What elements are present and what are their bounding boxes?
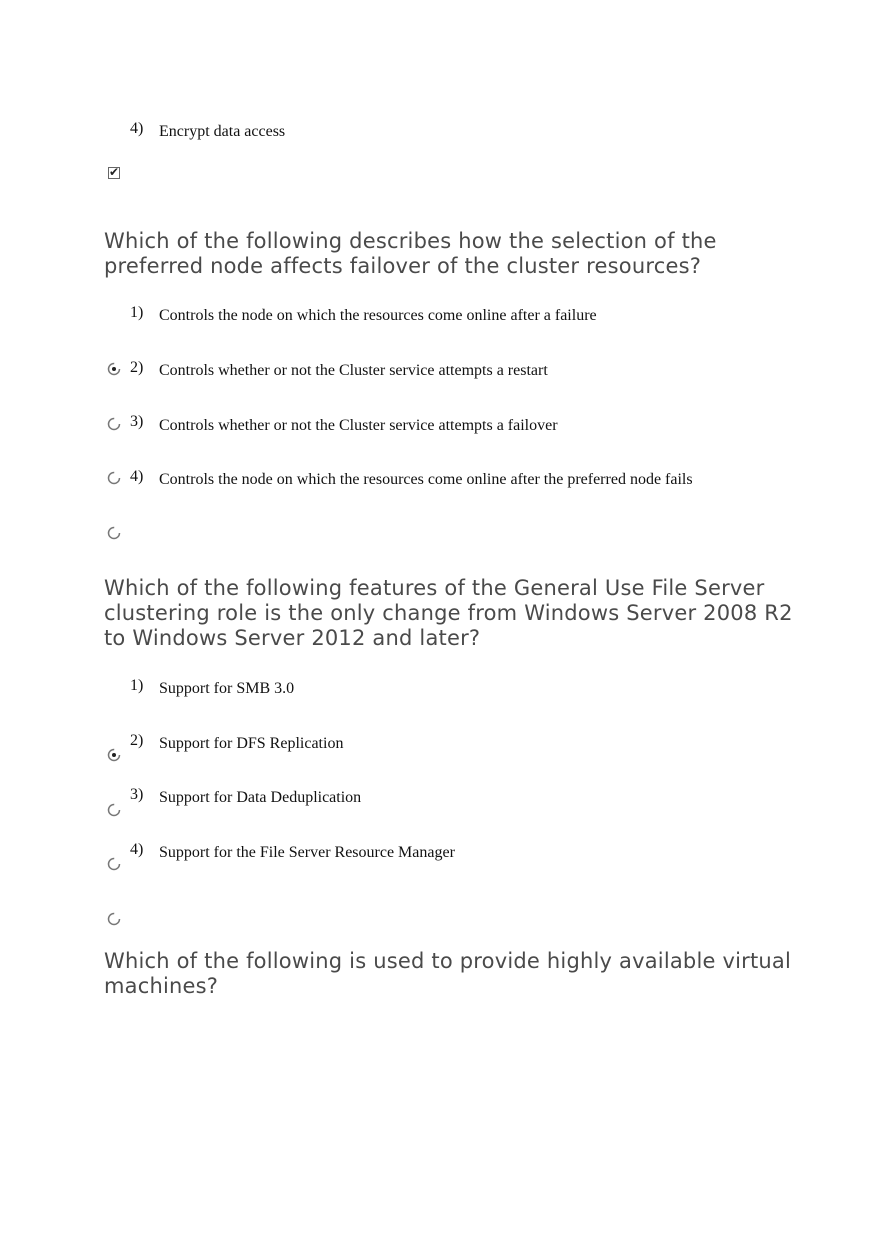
question-2-title: Which of the following features of the General Use File Server clustering role is the only change from Windows Server 2008 R2 to Windows Server 2012 and later? xyxy=(104,576,793,650)
q2-option-4-radio[interactable] xyxy=(107,912,121,926)
q2-option-1-number: 1) xyxy=(130,677,144,694)
q1-option-4-text: Controls the node on which the resources come online after the preferred node fails xyxy=(159,471,693,488)
q2-option-3-radio[interactable] xyxy=(107,857,121,871)
q2-option-1-radio[interactable] xyxy=(107,748,121,762)
q1-option-3-number: 3) xyxy=(130,413,144,430)
q1-option-1-radio[interactable] xyxy=(107,362,121,376)
option-number: 4) xyxy=(130,120,144,137)
q1-option-1-text: Controls the node on which the resources come online after a failure xyxy=(159,307,597,324)
q2-option-2-text: Support for DFS Replication xyxy=(159,735,344,752)
checkmark-icon: ✔ xyxy=(109,165,120,179)
q2-option-4-text: Support for the File Server Resource Manager xyxy=(159,844,455,861)
q1-option-1-number: 1) xyxy=(130,304,144,321)
q2-option-3-text: Support for Data Deduplication xyxy=(159,789,362,806)
question-1-title: Which of the following describes how the selection of the preferred node affects failover of the cluster resources? xyxy=(104,229,717,278)
q2-option-3-number: 3) xyxy=(130,786,144,803)
q1-option-3-text: Controls whether or not the Cluster service attempts a failover xyxy=(159,417,558,434)
answer-checkbox[interactable] xyxy=(108,167,120,179)
q2-option-4-number: 4) xyxy=(130,841,144,858)
q1-option-2-number: 2) xyxy=(130,359,144,376)
q1-option-2-text: Controls whether or not the Cluster service attempts a restart xyxy=(159,362,548,379)
q2-option-2-number: 2) xyxy=(130,732,144,749)
q2-option-2-radio[interactable] xyxy=(107,803,121,817)
q2-option-1-text: Support for SMB 3.0 xyxy=(159,680,295,697)
q1-option-2-radio[interactable] xyxy=(107,417,121,431)
q1-option-4-number: 4) xyxy=(130,468,144,485)
question-3-title: Which of the following is used to provide highly available virtual machines? xyxy=(104,949,792,998)
q1-option-3-radio[interactable] xyxy=(107,471,121,485)
option-text: Encrypt data access xyxy=(159,123,286,140)
q1-option-4-radio[interactable] xyxy=(107,526,121,540)
